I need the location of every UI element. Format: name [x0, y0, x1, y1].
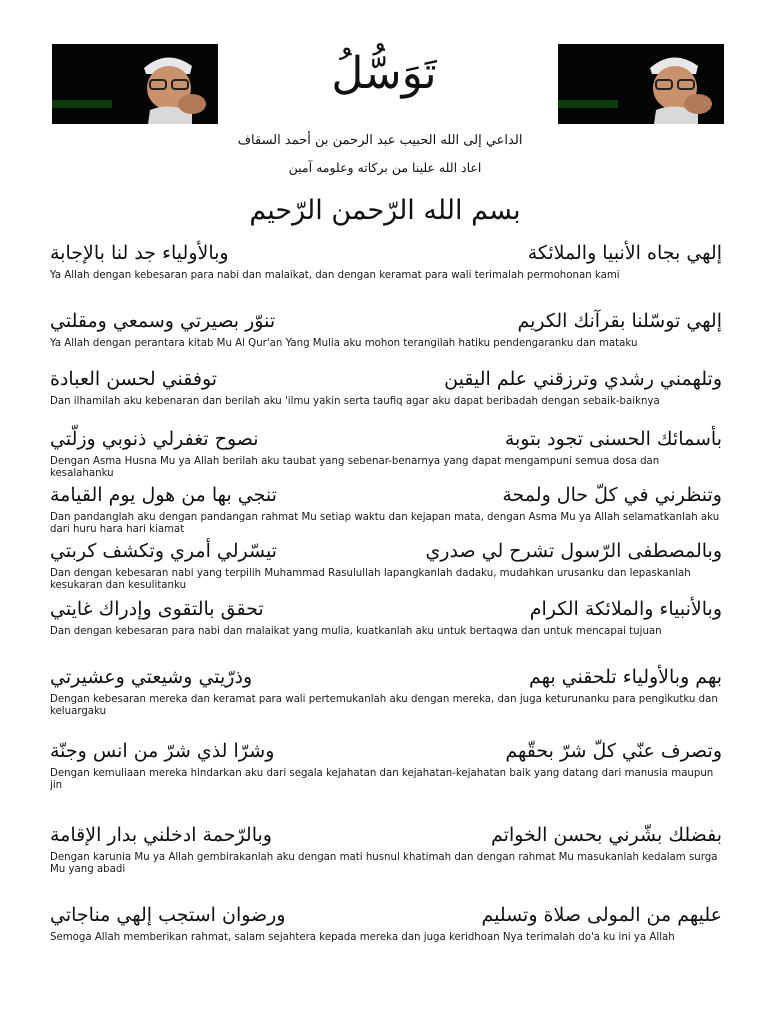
verse-7 [50, 594, 722, 638]
verse-translation: Dengan karunia Mu ya Allah gembirakanlah aku dengan mati husnul khatimah dan dengan rahmat Mu masukanlah kedalam surga Mu yang abadi [50, 852, 718, 875]
verse-1 [50, 238, 722, 282]
verse-translation: Semoga Allah memberikan rahmat, salam sejahtera kepada mereka dan juga keridhoan Nya terimalah do'a ku ini ya Allah [50, 932, 675, 943]
verse-second-hemistich: نصوح تغفرلي ذنوبي وزلّتي [50, 428, 259, 450]
verse-8 [50, 662, 722, 718]
verse-5 [50, 480, 722, 536]
blessing-line: اعاد الله علينا من بركاته وعلومه آمين [288, 160, 482, 175]
basmala: بسم الله الرّحمن الرّحيم [249, 195, 521, 226]
verse-first-hemistich: وتصرف عنّي كلّ شرّ بحقّهم [505, 740, 722, 762]
verse-first-hemistich: وبالمصطفى الرّسول تشرح لي صدري [425, 540, 722, 562]
portrait-left [52, 44, 218, 124]
verse-second-hemistich: ورضوان استجب إلهي مناجاتي [50, 904, 286, 926]
verse-translation: Dan pandanglah aku dengan pandangan rahmat Mu setiap waktu dan kejapan mata, dengan Asma Mu ya Allah selamatkanlah aku dari huru hara hari kiamat [50, 512, 720, 535]
verse-first-hemistich: وبالأنبياء والملائكة الكرام [529, 598, 722, 620]
verse-second-hemistich: وبالأولياء جد لنا بالإجابة [50, 242, 229, 264]
verse-second-hemistich: تيسّرلي أمري وتكشف كربتي [50, 540, 277, 562]
verse-second-hemistich: وذرّيتي وشيعتي وعشيرتي [50, 666, 253, 688]
verse-9 [50, 736, 722, 792]
verse-translation: Dan dengan kebesaran para nabi dan malaikat yang mulia, kuatkanlah aku untuk bertaqwa dan untuk mencapai tujuan [50, 626, 662, 637]
verse-translation: Dengan kebesaran mereka dan keramat para wali pertemukanlah aku dengan mereka, dan juga keturunanku para pengikutku dan keluargaku [50, 694, 718, 717]
verse-first-hemistich: بأسمائك الحسنى تجود بتوبة [504, 428, 722, 450]
verse-first-hemistich: إلهي بجاه الأنبيا والملائكة [527, 242, 722, 264]
verse-second-hemistich: تحقق بالتقوى وإدراك غايتي [50, 598, 264, 620]
verse-11 [50, 900, 722, 944]
verse-translation: Dan dengan kebesaran nabi yang terpilih Muhammad Rasulullah lapangkanlah dadaku, mudahkan urusanku dan lepaskanlah kesukaran dan kesulitanku [50, 568, 691, 591]
author-line: الداعي إلى الله الحبيب عبد الرحمن بن أحمد السقاف [237, 133, 523, 148]
verse-2 [50, 306, 722, 350]
verse-first-hemistich: عليهم من المولى صلاة وتسليم [481, 904, 722, 926]
verse-first-hemistich: وتنظرني في كلّ حال ولمحة [502, 484, 722, 506]
verse-second-hemistich: وشرّا لذي شرّ من انس وجنّة [50, 740, 275, 762]
verse-10 [50, 820, 722, 876]
verse-first-hemistich: بفضلك بشّرني بحسن الخواتم [491, 824, 722, 846]
verse-first-hemistich: بهم وبالأولياء تلحقني بهم [528, 666, 722, 688]
verse-6 [50, 536, 722, 592]
verse-translation: Dengan Asma Husna Mu ya Allah berilah aku taubat yang sebenar-benarnya yang dapat mengampuni semua dosa dan kesalahanku [50, 456, 660, 479]
verse-first-hemistich: إلهي توسّلنا بقرآنك الكريم [517, 310, 722, 332]
verse-translation: Dengan kemuliaan mereka hindarkan aku dari segala kejahatan dan kejahatan-kejahatan baik yang datang dari manusia maupun jin [50, 768, 714, 791]
verse-4 [50, 424, 722, 480]
verse-second-hemistich: توفقني لحسن العبادة [50, 368, 218, 390]
page-title: تَوَسُّلُ [331, 48, 437, 99]
verse-translation: Dan ilhamilah aku kebenaran dan berilah aku 'ilmu yakin serta taufiq agar aku dapat beribadah dengan sebaik-baiknya [50, 396, 660, 407]
portrait-right [558, 44, 724, 124]
verse-translation: Ya Allah dengan perantara kitab Mu Al Qur'an Yang Mulia aku mohon terangilah hatiku pendengaranku dan mataku [50, 338, 638, 349]
verse-3 [50, 364, 722, 408]
verse-translation: Ya Allah dengan kebesaran para nabi dan malaikat, dan dengan keramat para wali terimalah permohonan kami [50, 270, 620, 281]
verse-second-hemistich: وبالرّحمة ادخلني بدار الإقامة [50, 824, 272, 846]
verse-second-hemistich: تنوّر بصيرتي وسمعي ومقلتي [50, 310, 276, 332]
verse-second-hemistich: تنجي بها من هول يوم القيامة [50, 484, 277, 506]
verse-first-hemistich: وتلهمني رشدي وترزقني علم اليقين [444, 368, 722, 390]
